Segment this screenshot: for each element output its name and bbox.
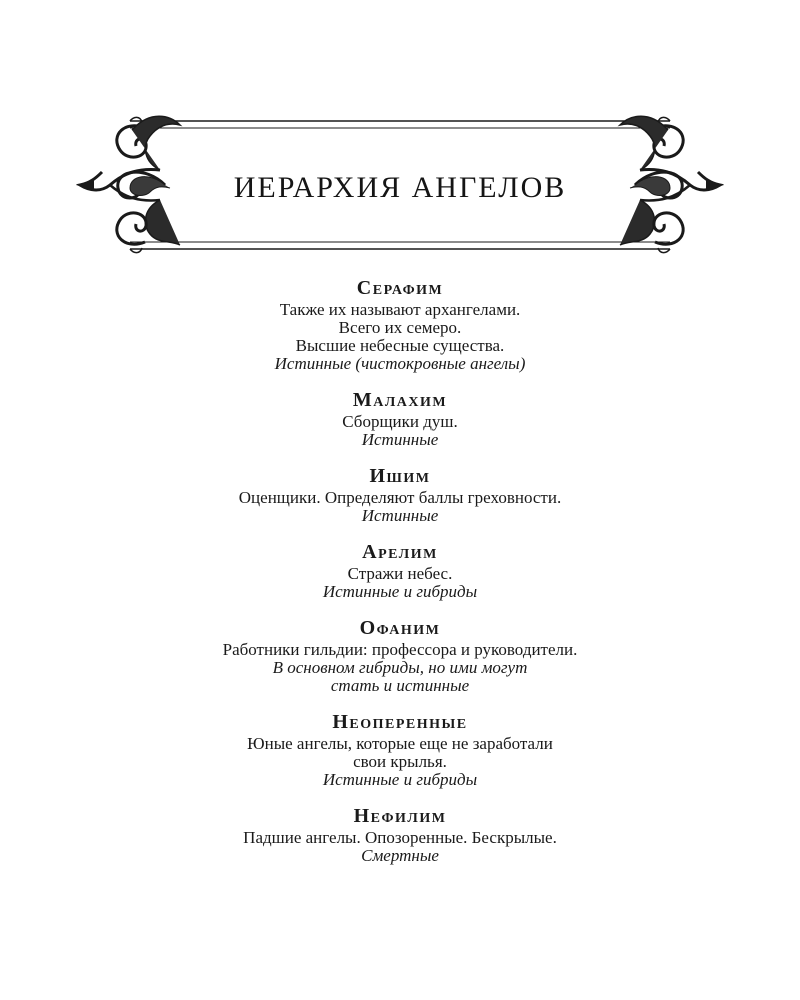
- rank-name: Неоперенные: [332, 711, 468, 733]
- rank-description-line: Стражи небес.: [347, 564, 453, 583]
- rank-seraphim: [100, 275, 700, 373]
- rank-description-line: свои крылья.: [353, 752, 447, 771]
- rank-nephilim: [100, 803, 700, 865]
- rank-malakhim: [100, 387, 700, 449]
- rank-type-line: Истинные и гибриды: [322, 582, 478, 601]
- rank-type-line: Истинные: [361, 506, 439, 525]
- rank-type-line: Истинные и гибриды: [322, 770, 478, 789]
- rank-name: Ишим: [369, 465, 431, 487]
- rank-description-line: Падшие ангелы. Опозоренные. Бескрылые.: [243, 828, 557, 847]
- rank-description-line: Также их называют архангелами.: [279, 300, 521, 319]
- page-title: ИЕРАРХИЯ АНГЕЛОВ: [233, 171, 567, 204]
- rank-type-line: Смертные: [361, 846, 439, 865]
- rank-description-line: Оценщики. Определяют баллы греховности.: [238, 488, 562, 507]
- rank-ofanim: [100, 615, 700, 695]
- rank-description-line: Юные ангелы, которые еще не заработали: [247, 734, 553, 753]
- rank-description-line: Сборщики душ.: [342, 412, 458, 431]
- rank-arelim: [100, 539, 700, 601]
- rank-ishim: [100, 463, 700, 525]
- rank-name: Офаним: [359, 617, 441, 639]
- rank-unfledged: [100, 709, 700, 789]
- rank-type-line: В основном гибриды, но ими могут: [272, 658, 528, 677]
- rank-description-line: Всего их семеро.: [338, 318, 462, 337]
- angel-hierarchy-list: [100, 275, 700, 879]
- rank-description-line: Работники гильдии: профессора и руководители.: [222, 640, 578, 659]
- rank-type-line: Истинные (чистокровные ангелы): [274, 354, 526, 373]
- rank-name: Малахим: [352, 389, 448, 411]
- rank-description-line: Высшие небесные существа.: [295, 336, 505, 355]
- rank-name: Нефилим: [353, 805, 447, 827]
- rank-type-line: Истинные: [361, 430, 439, 449]
- rank-name: Арелим: [362, 541, 438, 563]
- rank-name: Серафим: [356, 277, 444, 299]
- rank-type-line: стать и истинные: [330, 676, 470, 695]
